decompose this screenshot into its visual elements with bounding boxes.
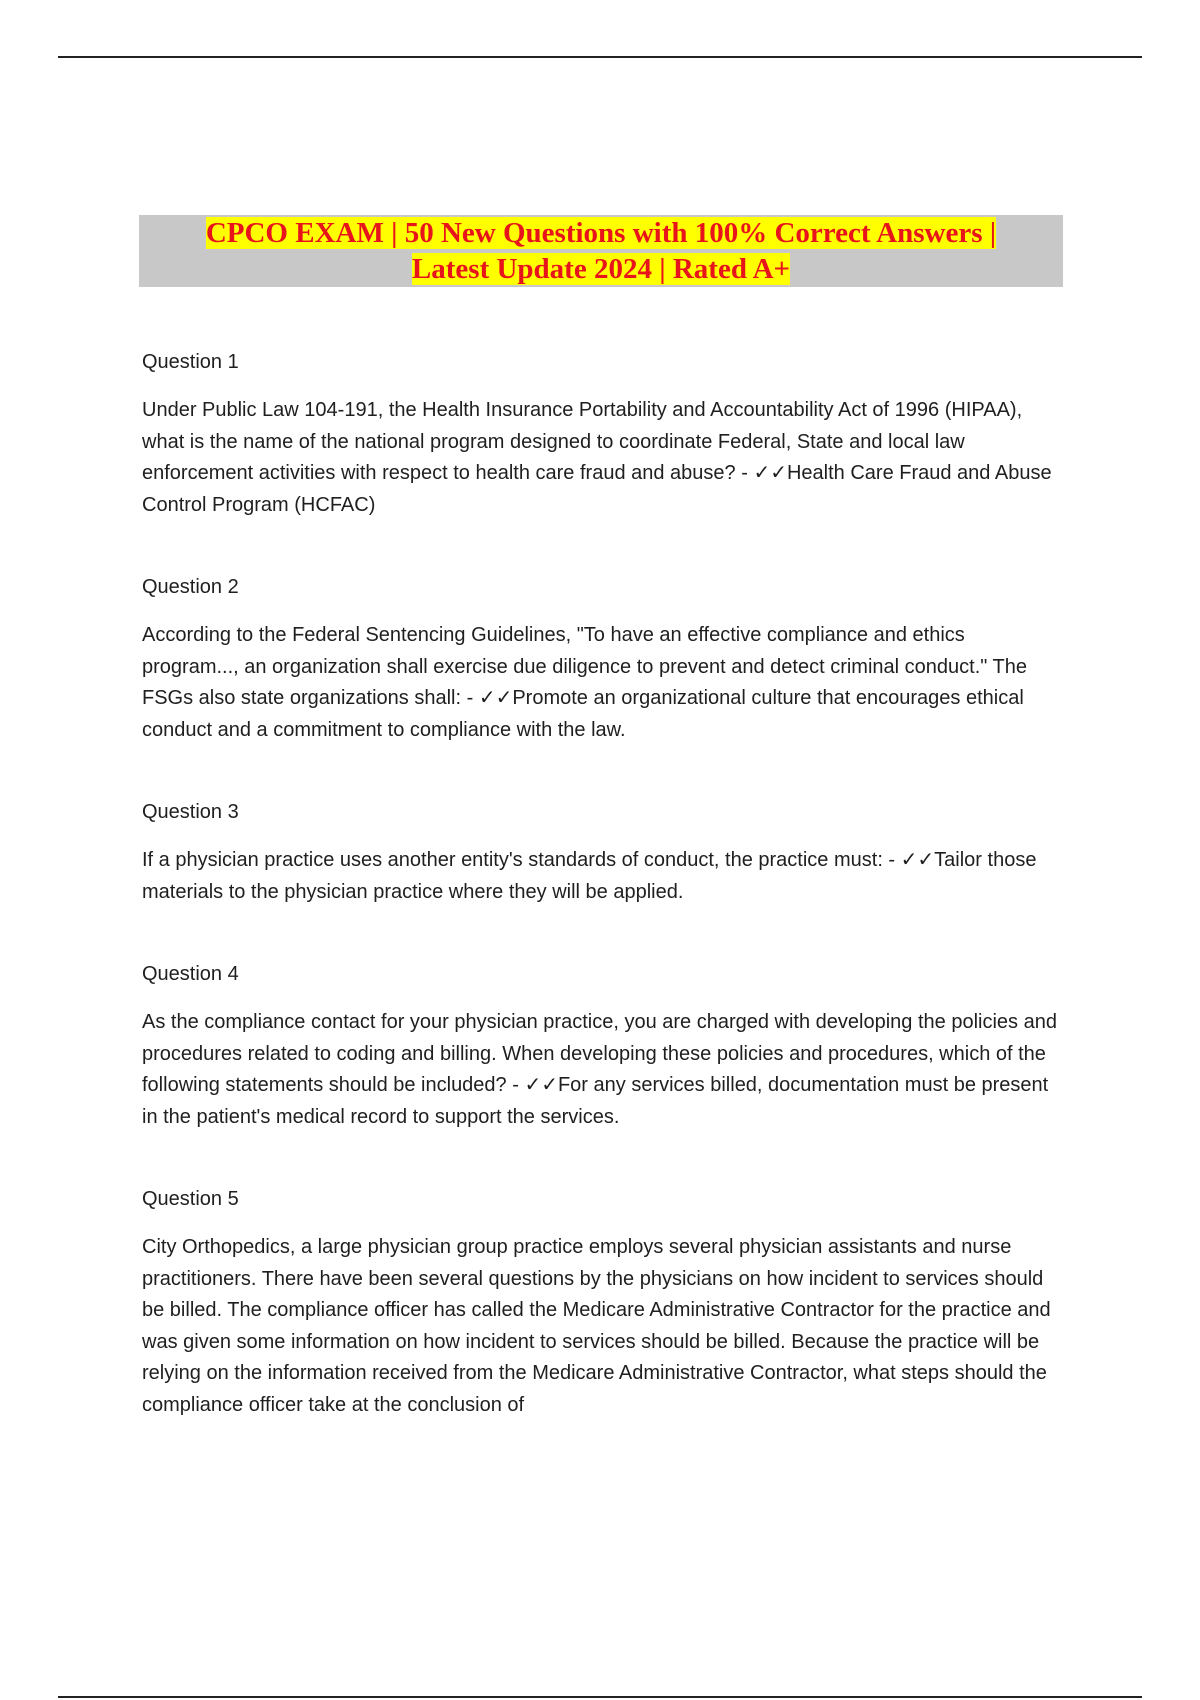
question-answer: Health Care Fraud and Abuse Control Program (HCFAC) (142, 462, 1052, 516)
check-icon: ✓✓ (753, 462, 787, 484)
question-text (142, 1232, 1064, 1421)
check-icon: ✓✓ (524, 1074, 558, 1096)
question-list (142, 348, 1064, 1473)
question-item (142, 348, 1064, 521)
check-icon: ✓✓ (900, 849, 935, 871)
question-item (142, 573, 1064, 746)
question-label: Question 4 (142, 963, 239, 985)
question-item (142, 960, 1064, 1133)
title-line-2: Latest Update 2024 | Rated A+ (411, 253, 791, 285)
question-prompt: If a physician practice uses another entity's standards of conduct, the practice must: - (142, 849, 901, 871)
document-title (139, 215, 1063, 287)
question-text (142, 395, 1064, 521)
question-answer: For any services billed, documentation must be present in the patient's medical record to support the services. (142, 1074, 1049, 1128)
question-text (142, 620, 1064, 746)
question-answer: Promote an organizational culture that encourages ethical conduct and a commitment to compliance with the law. (142, 687, 1024, 741)
header-rule (58, 56, 1142, 58)
question-label: Question 1 (142, 351, 239, 373)
question-item (142, 1185, 1064, 1421)
question-label: Question 3 (142, 801, 239, 823)
question-prompt: As the compliance contact for your physician practice, you are charged with developing the policies and procedures related to coding and billing. When developing these policies and procedures, which of the following statements should be included? - (142, 1011, 1057, 1096)
question-label: Question 2 (142, 576, 239, 598)
question-prompt: City Orthopedics, a large physician group practice employs several physician assistants and nurse practitioners. There have been several questions by the physicians on how incident to services should be billed. The compliance officer has called the Medicare Administrative Contractor for the practice and was given some information on how incident to services should be billed. Because the practice will be relying on the information received from the Medicare Administrative Contractor, what steps should the compliance officer take at the conclusion of (142, 1236, 1051, 1416)
question-label: Question 5 (142, 1188, 239, 1210)
question-prompt: According to the Federal Sentencing Guidelines, "To have an effective compliance and ethics program..., an organization shall exercise due diligence to prevent and detect criminal conduct." The FSGs also state organizations shall: - (142, 624, 1028, 709)
check-icon: ✓✓ (478, 687, 513, 709)
title-line-1: CPCO EXAM | 50 New Questions with 100% Correct Answers | (205, 217, 997, 249)
question-prompt: Under Public Law 104-191, the Health Insurance Portability and Accountability Act of 1996 (HIPAA), what is the name of the national program designed to coordinate Federal, State and local law enforcement activities with respect to health care fraud and abuse? - (142, 399, 1023, 484)
footer-rule (58, 1696, 1142, 1698)
question-answer: Tailor those materials to the physician practice where they will be applied. (142, 849, 1037, 903)
question-item (142, 798, 1064, 908)
question-text (142, 845, 1064, 908)
question-text (142, 1007, 1064, 1133)
